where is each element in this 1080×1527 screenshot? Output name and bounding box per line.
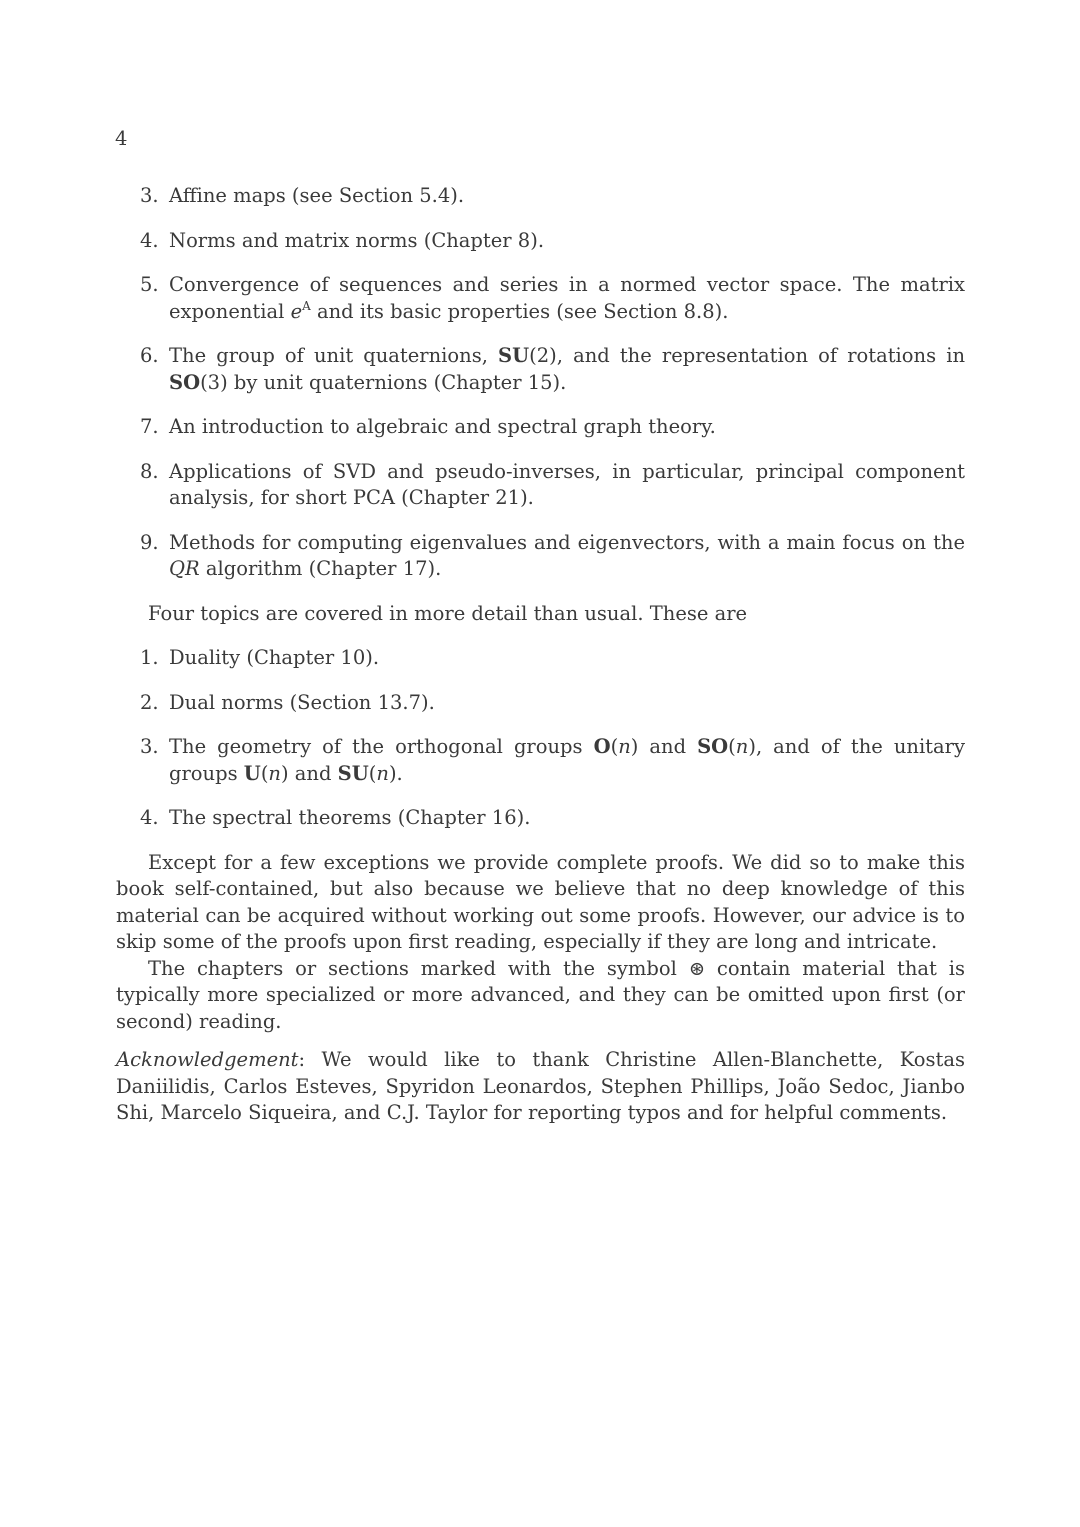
item-number: 2. [140,690,159,714]
paragraph-proofs: Except for a few exceptions we provide complete proofs. We did so to make this book self-contained, but also because we believe that no deep knowledge of this material can be acquired without working out some proofs. However, our advice is to skip some of the proofs upon first reading, especially if they are long and intricate. [116,850,965,953]
list-item [116,690,965,717]
list-item [116,459,965,512]
paragraph-text: The chapters or sections marked with the symbol [148,956,689,980]
item-text: Dual norms (Section 13.7). [169,690,435,714]
item-text: The spectral theorems (Chapter 16). [169,806,531,829]
item-text: Convergence of sequences and series in a normed vector space. The matrix exponential [169,273,965,323]
math-qr: QR [169,557,200,580]
paragraph-text: contain material that is typically more specialized or more advanced, and they can be omitted upon first (or second) reading. [116,956,965,1033]
math-so: SO [169,370,201,394]
item-text: Applications of SVD and pseudo-inverses, in particular, principal component analysis, for short PCA (Chapter 21). [169,459,965,509]
item-number: 4. [140,806,159,829]
item-text: An introduction to algebraic and spectral graph theory. [169,415,716,438]
item-text: Methods for computing eigenvalues and eigenvectors, with a main focus on the [169,530,965,554]
math-su: SU [337,761,369,785]
acknowledgement-label: Acknowledgement [116,1048,299,1071]
item-text: (3) by unit quaternions (Chapter 15). [200,370,567,394]
circled-asterisk-icon: ⊛ [688,956,706,980]
item-text: The geometry of the orthogonal groups [169,735,594,758]
acknowledgement [116,1047,965,1127]
math-su: SU [498,344,530,367]
list-item [116,343,965,396]
item-text: and [638,735,698,758]
list-item: 3. The geometry of the orthogonal groups O(n) and SO(n), and of the unitary groups U(n) and SU(n). [140,735,965,785]
item-number: 8. [140,459,159,483]
math-superscript-a: A [302,298,311,313]
list-item [116,530,965,583]
detail-topics-list [116,645,965,832]
paragraph-symbol [116,956,965,1036]
lead-sentence: Four topics are covered in more detail than usual. These are [148,601,748,625]
list-item [116,645,965,672]
item-text: Norms and matrix norms (Chapter 8). [169,228,545,252]
math-n: n [735,735,749,758]
item-text: . [396,761,403,785]
item-number: 3. [140,184,159,207]
math-n: n [618,735,631,758]
math-so: SO [697,735,729,758]
list-item [116,414,965,441]
item-text: (2), and the representation of rotations in [529,344,966,367]
item-number: 3. [140,735,159,758]
math-n: n [268,761,281,785]
page-number: 4 [115,127,128,150]
item-number: 5. [140,273,159,296]
math-e: e [290,299,303,323]
item-text: and its basic properties (see Section 8.8). [310,299,729,323]
list-item [116,272,965,325]
page-body [116,183,965,1127]
math-u: U [243,761,261,785]
list-item [116,805,965,832]
item-text: Affine maps (see Section 5.4). [169,184,465,207]
math-o: O [593,735,611,758]
list-item [116,228,965,255]
topics-list [116,183,965,583]
item-number: 4. [140,228,159,252]
acknowledgement-text: : We would like to thank Christine Allen-Blanchette, Kostas Daniilidis, Carlos Esteves, Spyridon Leonardos, Stephen Phillips, João Sedoc, Jianbo Shi, Marcelo Siqueira, and C.J. Taylor for reporting typos and for helpful comments. [116,1048,965,1124]
list-item [116,183,965,210]
item-text: , and of the unitary groups [169,735,965,785]
item-number: 7. [140,415,159,438]
item-number: 1. [140,646,159,669]
item-number: 6. [140,344,159,367]
item-text: and [288,761,338,785]
item-text: Duality (Chapter 10). [169,646,380,669]
math-n: n [376,761,389,785]
item-text: The group of unit quaternions, [169,344,499,367]
item-text: algorithm (Chapter 17). [199,557,442,580]
item-number: 9. [140,530,159,554]
